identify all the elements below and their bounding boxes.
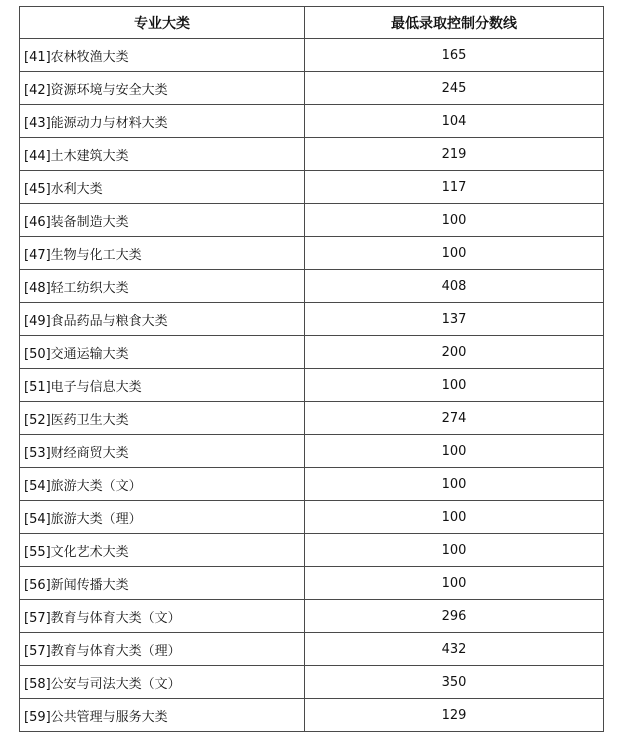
category-cell: [47]生物与化工大类 — [20, 237, 305, 270]
table-row — [20, 171, 604, 204]
category-cell: [42]资源环境与安全大类 — [20, 72, 305, 105]
category-cell: [51]电子与信息大类 — [20, 369, 305, 402]
category-cell: [57]教育与体育大类（理） — [20, 633, 305, 666]
score-cell: 129 — [305, 699, 604, 732]
table-row — [20, 369, 604, 402]
table-row — [20, 501, 604, 534]
category-cell: [50]交通运输大类 — [20, 336, 305, 369]
score-cell: 100 — [305, 237, 604, 270]
category-cell: [58]公安与司法大类（文） — [20, 666, 305, 699]
score-cell: 100 — [305, 534, 604, 567]
table-row — [20, 237, 604, 270]
table-row — [20, 303, 604, 336]
table-body — [20, 39, 604, 732]
category-cell: [43]能源动力与材料大类 — [20, 105, 305, 138]
header-category: 专业大类 — [20, 7, 305, 39]
admission-score-table — [19, 6, 604, 732]
table-row — [20, 402, 604, 435]
category-cell: [52]医药卫生大类 — [20, 402, 305, 435]
table-row — [20, 72, 604, 105]
score-cell: 274 — [305, 402, 604, 435]
table-row — [20, 435, 604, 468]
score-cell: 100 — [305, 567, 604, 600]
header-row — [20, 7, 604, 39]
category-cell: [55]文化艺术大类 — [20, 534, 305, 567]
score-cell: 100 — [305, 369, 604, 402]
table-row — [20, 666, 604, 699]
category-cell: [46]装备制造大类 — [20, 204, 305, 237]
score-cell: 100 — [305, 501, 604, 534]
table-row — [20, 633, 604, 666]
score-cell: 219 — [305, 138, 604, 171]
category-cell: [54]旅游大类（理） — [20, 501, 305, 534]
category-cell: [57]教育与体育大类（文） — [20, 600, 305, 633]
table-row — [20, 600, 604, 633]
category-cell: [56]新闻传播大类 — [20, 567, 305, 600]
category-cell: [53]财经商贸大类 — [20, 435, 305, 468]
score-cell: 100 — [305, 435, 604, 468]
category-cell: [59]公共管理与服务大类 — [20, 699, 305, 732]
table-row — [20, 105, 604, 138]
table-row — [20, 138, 604, 171]
table-row — [20, 567, 604, 600]
table-row — [20, 336, 604, 369]
category-cell: [45]水利大类 — [20, 171, 305, 204]
score-cell: 137 — [305, 303, 604, 336]
score-cell: 350 — [305, 666, 604, 699]
header-min-score: 最低录取控制分数线 — [305, 7, 604, 39]
category-cell: [44]土木建筑大类 — [20, 138, 305, 171]
category-cell: [41]农林牧渔大类 — [20, 39, 305, 72]
score-cell: 165 — [305, 39, 604, 72]
table-row — [20, 534, 604, 567]
score-cell: 408 — [305, 270, 604, 303]
table-row — [20, 204, 604, 237]
table-header — [20, 7, 604, 39]
category-cell: [49]食品药品与粮食大类 — [20, 303, 305, 336]
table-row — [20, 39, 604, 72]
category-cell: [48]轻工纺织大类 — [20, 270, 305, 303]
score-cell: 296 — [305, 600, 604, 633]
table-row — [20, 270, 604, 303]
score-cell: 117 — [305, 171, 604, 204]
table-row — [20, 699, 604, 732]
score-cell: 432 — [305, 633, 604, 666]
category-cell: [54]旅游大类（文） — [20, 468, 305, 501]
score-cell: 104 — [305, 105, 604, 138]
score-cell: 100 — [305, 468, 604, 501]
score-cell: 245 — [305, 72, 604, 105]
score-cell: 200 — [305, 336, 604, 369]
score-table-container — [19, 6, 603, 732]
table-row — [20, 468, 604, 501]
score-cell: 100 — [305, 204, 604, 237]
